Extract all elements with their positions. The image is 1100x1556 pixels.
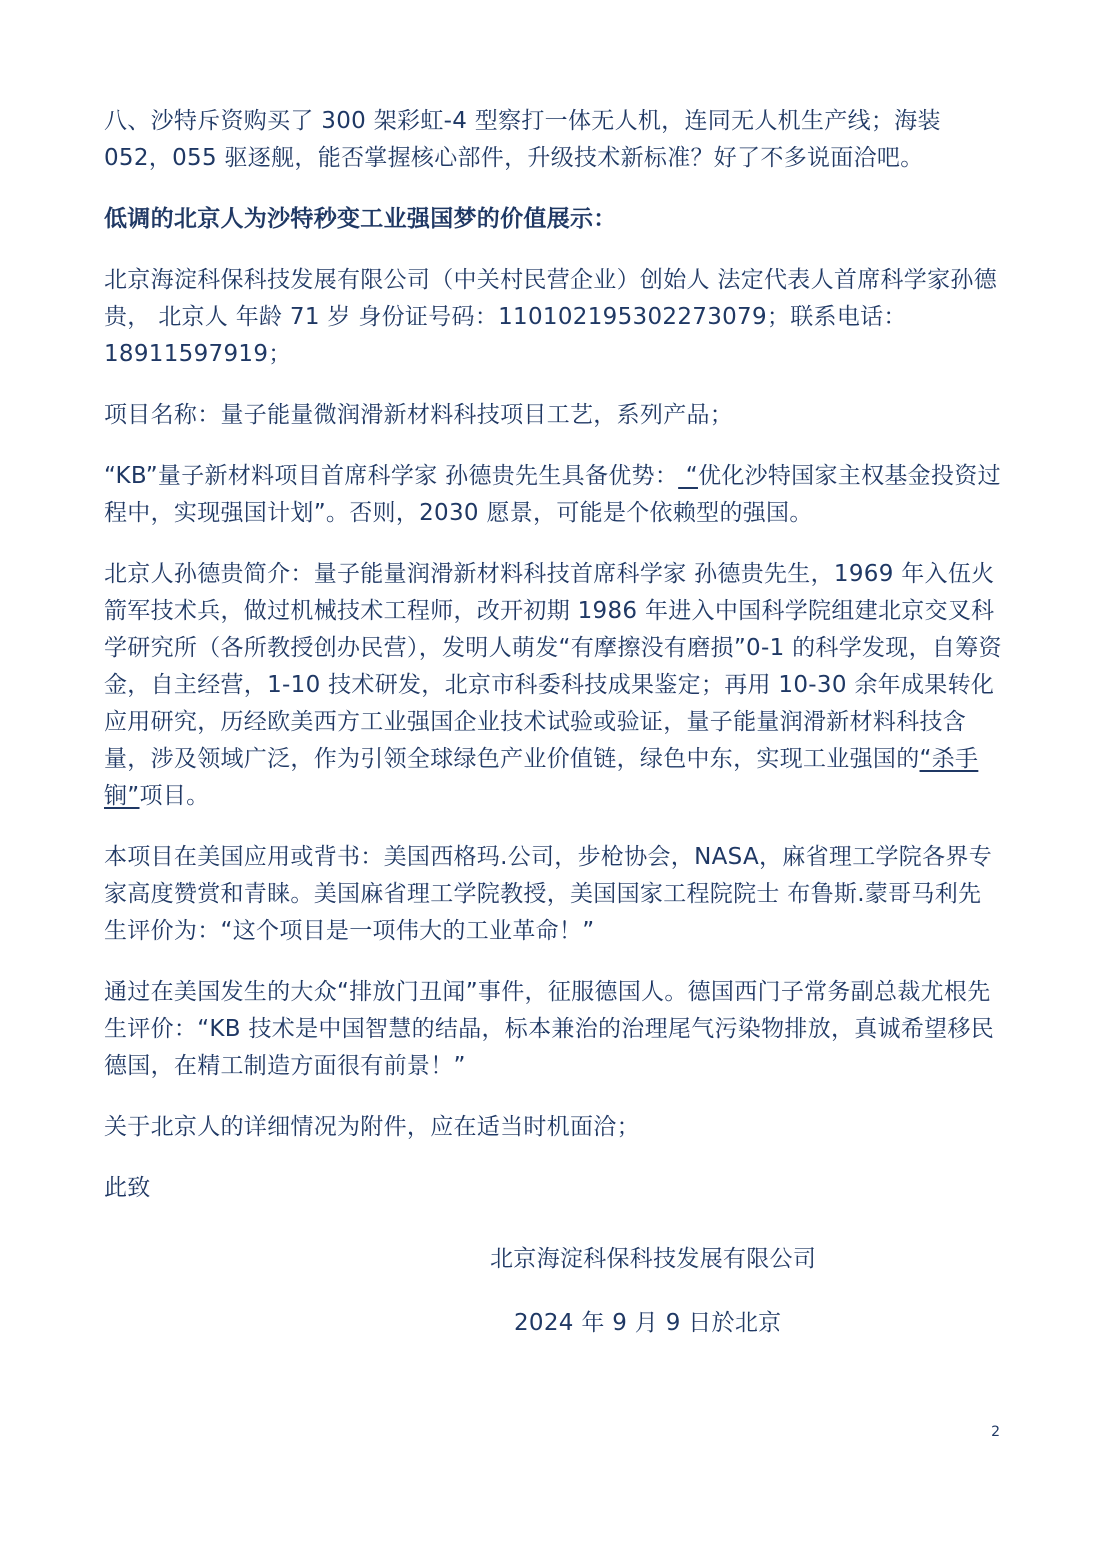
section-heading: 低调的北京人为沙特秒变工业强国梦的价值展示： xyxy=(104,206,617,232)
page-number: 2 xyxy=(991,1424,1000,1440)
paragraph-company-founder: 北京海淀科保科技发展有限公司（中关村民营企业）创始人 法定代表人首席科学家孙德贵， 北京人 年龄 71 岁 身份证号码：110102195302273079；联系电话：18911597919； xyxy=(104,267,998,367)
paragraph-drone-purchase: 八、沙特斥资购买了 300 架彩虹-4 型察打一体无人机，连同无人机生产线；海装 052，055 驱逐舰，能否掌握核心部件，升级技术新标准？好了不多说面洽吧。 xyxy=(104,108,941,171)
signature-company: 北京海淀科保科技发展有限公司 xyxy=(490,1246,817,1272)
paragraph-germany-endorsement: 通过在美国发生的大众“排放门丑闻”事件，征服德国人。德国西门子常务副总裁尤根先生评价：“KB 技术是中国智慧的结晶，标本兼治的治理尾气污染物排放，真诚希望移民德国，在精工制造方面很有前景！” xyxy=(104,979,995,1079)
document-body xyxy=(104,103,1004,1207)
closing-salutation: 此致 xyxy=(104,1175,151,1201)
signature-date: 2024 年 9 月 9 日於北京 xyxy=(514,1310,782,1336)
advantages-intro-text: “KB”量子新材料项目首席科学家 孙德贵先生具备优势： xyxy=(104,463,679,489)
paragraph-us-endorsement: 本项目在美国应用或背书：美国西格玛.公司，步枪协会，NASA，麻省理工学院各界专家高度赞赏和青睐。美国麻省理工学院教授，美国国家工程院院士 布鲁斯.蒙哥马利先生评价为：“这个项目是一项伟大的工业革命！” xyxy=(104,844,993,944)
biography-ending: 项目。 xyxy=(139,783,210,809)
biography-underlined-term: “杀手锏” xyxy=(104,746,979,809)
paragraph-biography xyxy=(104,556,1004,815)
advantages-underlined-quote: “ xyxy=(678,463,698,489)
paragraph-attachment-note: 关于北京人的详细情况为附件，应在适当时机面洽； xyxy=(104,1114,640,1140)
advantages-quote-text: 优化沙特国家主权基金投资过程中，实现强国计划”。否则，2030 愿景，可能是个依赖型的强国。 xyxy=(104,463,1001,526)
paragraph-advantages xyxy=(104,458,1004,532)
paragraph-project-name: 项目名称：量子能量微润滑新材料科技项目工艺，系列产品； xyxy=(104,402,734,428)
biography-text: 北京人孙德贵简介：量子能量润滑新材料科技首席科学家 孙德贵先生，1969 年入伍火箭军技术兵，做过机械技术工程师，改开初期 1986 年进入中国科学院组建北京交叉科学研究所（各所教授创办民营），发明人萌发“有摩擦没有磨损”0-1 的科学发现，自筹资金，自主经营，1-10 技术研发，北京市科委科技成果鉴定；再用 10-30 余年成果转化应用研究，历经欧美西方工业强国企业技术试验或验证，量子能量润滑新材料科技含量，涉及领域广泛，作为引领全球绿色产业价值链，绿色中东，实现工业强国的 xyxy=(104,561,1002,772)
